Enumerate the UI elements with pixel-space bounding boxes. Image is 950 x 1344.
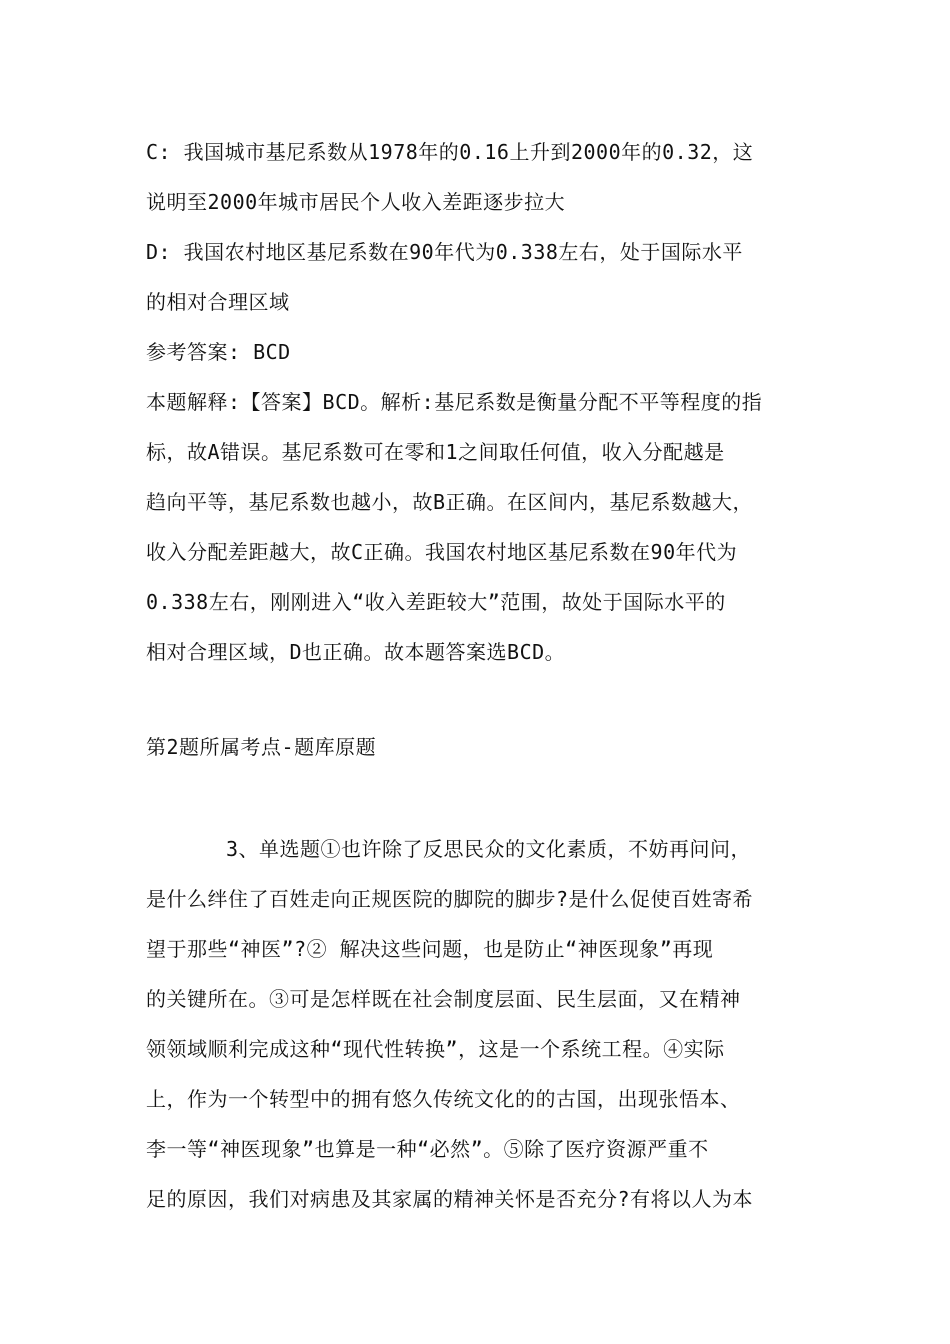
explanation-line-6: 相对合理区域，D也正确。故本题答案选BCD。 — [146, 640, 566, 664]
question-3-line-8: 足的原因，我们对病患及其家属的精神关怀是否充分?有将以人为本 — [146, 1187, 754, 1211]
question-3-line-4: 的关键所在。③可是怎样既在社会制度层面、民生层面，又在精神 — [146, 987, 741, 1011]
explanation-line-2: 标，故A错误。基尼系数可在零和1之间取任何值，收入分配越是 — [146, 440, 725, 464]
question-3-line-1: 3、单选题①也许除了反思民众的文化素质，不妨再问问， — [226, 837, 752, 861]
question-3-line-2: 是什么绊住了百姓走向正规医院的脚院的脚步?是什么促使百姓寄希 — [146, 887, 754, 911]
explanation-line-5: 0.338左右，刚刚进入“收入差距较大”范围，故处于国际水平的 — [146, 590, 726, 614]
question-3-line-7: 李一等“神医现象”也算是一种“必然”。⑤除了医疗资源严重不 — [146, 1137, 709, 1161]
reference-answer: 参考答案: BCD — [146, 340, 291, 364]
option-c-line-1: C: 我国城市基尼系数从1978年的0.16上升到2000年的0.32，这 — [146, 140, 754, 164]
knowledge-point-heading: 第2题所属考点-题库原题 — [146, 735, 377, 759]
question-3-line-6: 上，作为一个转型中的拥有悠久传统文化的的古国，出现张悟本、 — [146, 1087, 741, 1111]
question-3-line-5: 领领域顺利完成这种“现代性转换”，这是一个系统工程。④实际 — [146, 1037, 725, 1061]
option-d-line-2: 的相对合理区域 — [146, 290, 290, 314]
explanation-line-3: 趋向平等，基尼系数也越小，故B正确。在区间内，基尼系数越大， — [146, 490, 754, 514]
question-3-line-3: 望于那些“神医”?② 解决这些问题，也是防止“神医现象”再现 — [146, 937, 714, 961]
option-d-line-1: D: 我国农村地区基尼系数在90年代为0.338左右，处于国际水平 — [146, 240, 743, 264]
explanation-line-4: 收入分配差距越大，故C正确。我国农村地区基尼系数在90年代为 — [146, 540, 738, 564]
option-c-line-2: 说明至2000年城市居民个人收入差距逐步拉大 — [146, 190, 566, 214]
explanation-line-1: 本题解释:【答案】BCD。解析:基尼系数是衡量分配不平等程度的指 — [146, 390, 763, 414]
